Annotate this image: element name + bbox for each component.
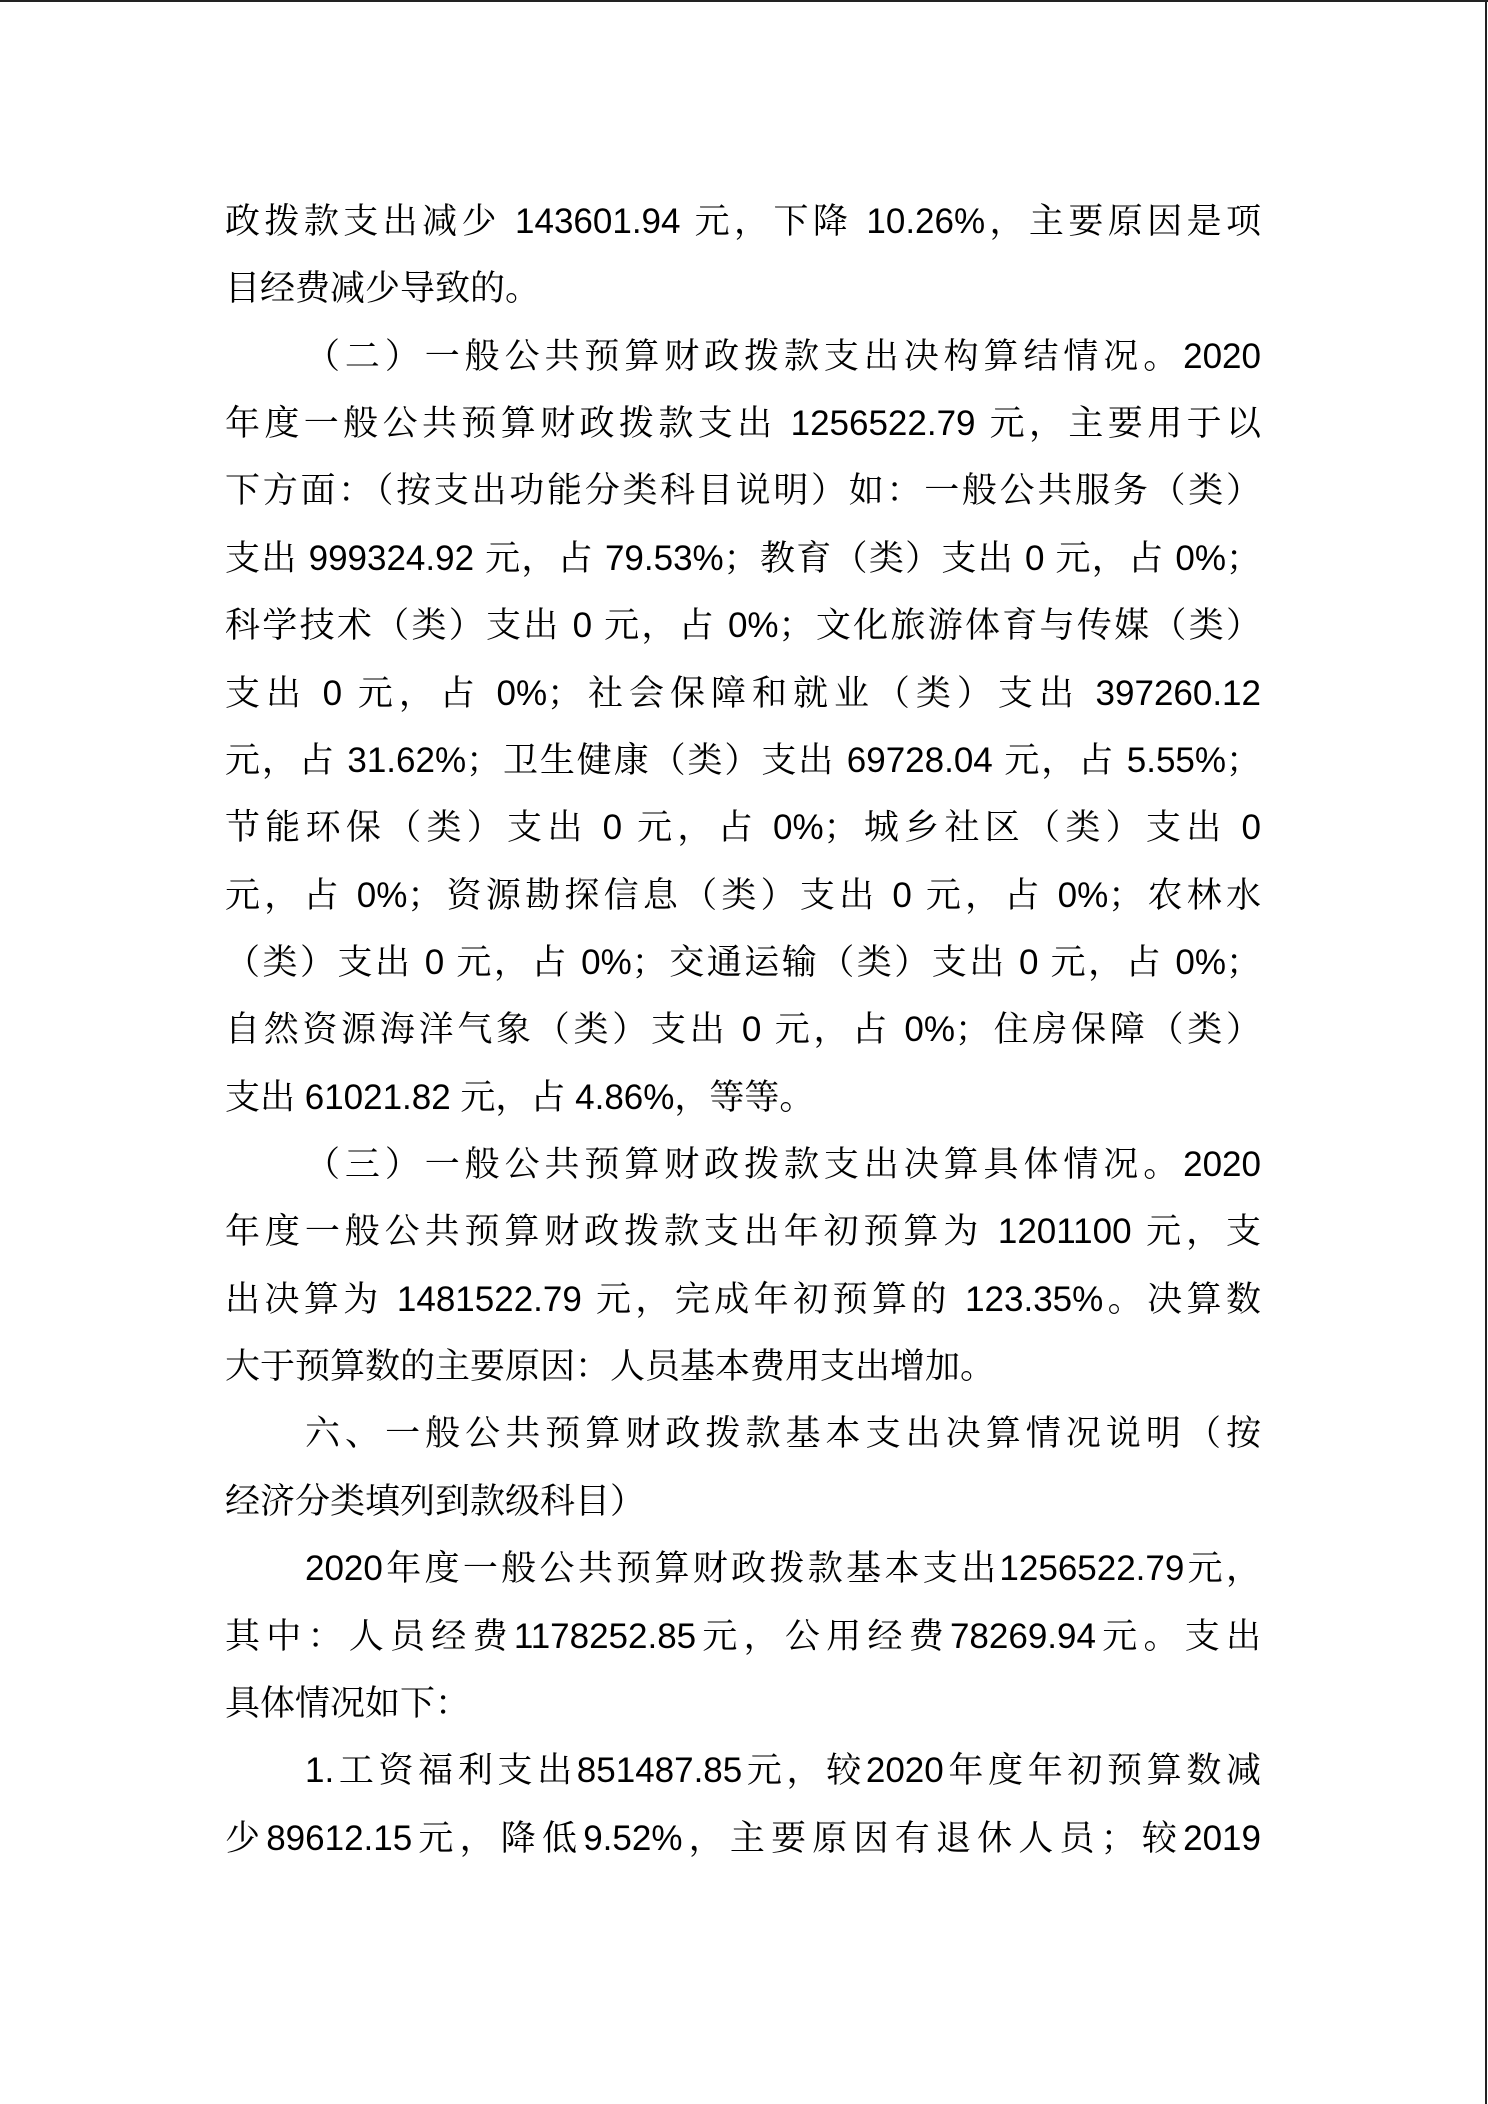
text-line: （二）一般公共预算财政拨款支出决构算结情况。2020 (305, 336, 1261, 376)
text-line: 支出 61021.82 元，占 4.86%，等等。 (225, 1077, 815, 1117)
text-line: 经济分类填列到款级科目） (225, 1481, 646, 1521)
text-line: 元，占 0%；资源勘探信息（类）支出 0 元，占 0%；农林水 (225, 875, 1261, 915)
text-line: 2020年度一般公共预算财政拨款基本支出1256522.79元， (305, 1549, 1261, 1589)
text-line: 具体情况如下： (225, 1683, 471, 1723)
text-line: 目经费减少导致的。 (225, 269, 541, 309)
text-line: 科学技术（类）支出 0 元，占 0%；文化旅游体育与传媒（类） (225, 606, 1261, 646)
text-line: （类）支出 0 元，占 0%；交通运输（类）支出 0 元，占 0%； (225, 942, 1261, 982)
paragraph-expenditure-decrease (225, 188, 1261, 323)
text-line: 1.工资福利支出851487.85元，较2020年度年初预算数减 (305, 1751, 1261, 1791)
document-body (225, 188, 1261, 1872)
text-line: 年度一般公共预算财政拨款支出年初预算为 1201100 元，支 (225, 1212, 1261, 1252)
text-line: 元，占 31.62%；卫生健康（类）支出 69728.04 元，占 5.55%； (225, 740, 1261, 780)
text-line: 年度一般公共预算财政拨款支出 1256522.79 元，主要用于以 (225, 404, 1261, 444)
paragraph-item-1-salaries (225, 1737, 1261, 1872)
text-line: 其中：人员经费1178252.85元，公用经费78269.94元。支出 (225, 1616, 1261, 1656)
paragraph-section-2 (225, 323, 1261, 1131)
text-line: 六、一般公共预算财政拨款基本支出决算情况说明（按 (305, 1414, 1261, 1454)
section-heading-6 (225, 1400, 1261, 1535)
paragraph-basic-expenditure (225, 1535, 1261, 1737)
text-line: 下方面：（按支出功能分类科目说明）如：一般公共服务（类） (225, 471, 1261, 511)
text-line: 节能环保（类）支出 0 元，占 0%；城乡社区（类）支出 0 (225, 808, 1261, 848)
text-line: 政拨款支出减少 143601.94 元，下降 10.26%，主要原因是项 (225, 202, 1261, 241)
text-line: 自然资源海洋气象（类）支出 0 元，占 0%；住房保障（类） (225, 1010, 1261, 1050)
text-line: 支出 0 元，占 0%；社会保障和就业（类）支出 397260.12 (225, 673, 1261, 713)
paragraph-section-3 (225, 1131, 1261, 1400)
text-line: 大于预算数的主要原因：人员基本费用支出增加。 (225, 1347, 996, 1387)
text-line: （三）一般公共预算财政拨款支出决算具体情况。2020 (305, 1145, 1261, 1185)
page-right-border (1485, 0, 1487, 2104)
text-line: 支出 999324.92 元，占 79.53%；教育（类）支出 0 元，占 0%； (225, 538, 1261, 578)
page-top-border (0, 0, 1488, 2)
text-line: 出决算为 1481522.79 元，完成年初预算的 123.35%。决算数 (225, 1279, 1261, 1319)
text-line: 少89612.15元，降低9.52%，主要原因有退休人员；较2019 (225, 1818, 1261, 1858)
